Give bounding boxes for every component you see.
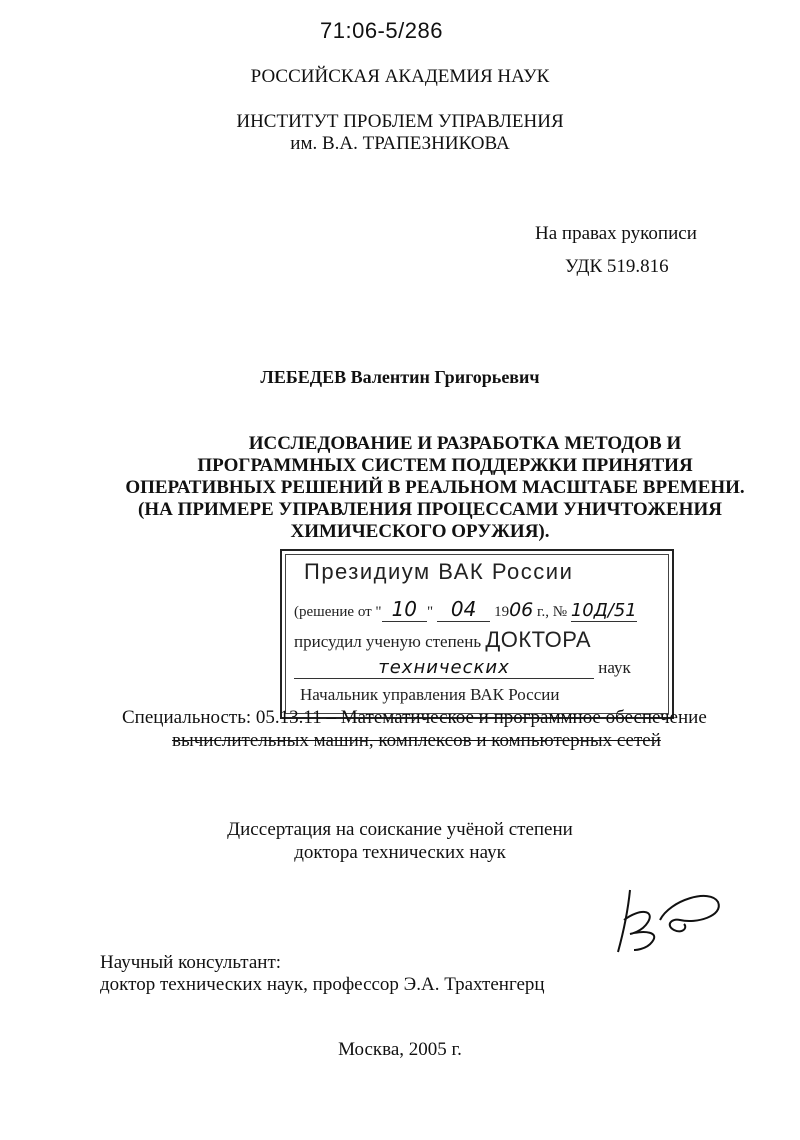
consultant-name: доктор технических наук, профессор Э.А. Трахтенгерц — [100, 974, 545, 995]
title-line: ОПЕРАТИВНЫХ РЕШЕНИЙ В РЕАЛЬНОМ МАСШТАБЕ ВРЕМЕНИ. — [125, 477, 745, 498]
title-line: (НА ПРИМЕРЕ УПРАВЛЕНИЯ ПРОЦЕССАМИ УНИЧТОЖЕНИЯ — [138, 499, 722, 520]
stamp-year-handwritten: 06 — [509, 599, 534, 621]
title-line: ПРОГРАММНЫХ СИСТЕМ ПОДДЕРЖКИ ПРИНЯТИЯ — [197, 455, 693, 476]
stamp-quote: " — [427, 604, 434, 620]
stamp-year-prefix: 19 — [494, 604, 510, 620]
stamp-number: 10Д/51 — [570, 600, 637, 621]
specialty-line2: вычислительных машин, комплексов и компьютерных сетей — [172, 730, 661, 751]
stamp-chief: Начальник управления ВАК России — [300, 685, 560, 704]
archive-number: 71:06-5/286 — [320, 18, 443, 43]
stamp-science-suffix: наук — [598, 658, 631, 677]
dissertation-title — [80, 433, 760, 543]
institute-named-after: им. В.А. ТРАПЕЗНИКОВА — [290, 133, 510, 154]
place-and-year: Москва, 2005 г. — [338, 1039, 462, 1060]
vak-stamp — [280, 549, 674, 719]
title-line: ХИМИЧЕСКОГО ОРУЖИЯ). — [290, 521, 550, 542]
stamp-degree: ДОКТОРА — [485, 627, 592, 652]
stamp-month: 04 — [437, 597, 490, 622]
stamp-science-handwritten: технических — [378, 657, 510, 678]
consultant-label: Научный консультант: — [100, 952, 282, 973]
specialty-line1: Специальность: 05.13.11 – Математическое и программное обеспечение — [122, 707, 707, 728]
stamp-year-suffix: г., № — [533, 604, 568, 620]
author-given-names: Валентин Григорьевич — [350, 367, 540, 387]
stamp-awarded-text: присудил ученую степень — [294, 632, 482, 651]
academy-name: РОССИЙСКАЯ АКАДЕМИЯ НАУК — [250, 66, 550, 87]
signature — [600, 880, 730, 960]
stamp-decision-prefix: (решение от " — [294, 604, 382, 620]
title-line: ИССЛЕДОВАНИЕ И РАЗРАБОТКА МЕТОДОВ И — [248, 433, 682, 454]
author-surname: ЛЕБЕДЕВ — [260, 367, 347, 387]
author-name — [0, 367, 800, 388]
institute-name: ИНСТИТУТ ПРОБЛЕМ УПРАВЛЕНИЯ — [236, 111, 564, 132]
stamp-science — [294, 657, 654, 679]
stamp-awarded — [294, 627, 591, 653]
stamp-day: 10 — [382, 597, 427, 622]
dissertation-degree-line2: доктора технических наук — [294, 842, 506, 863]
udk-code: УДК 519.816 — [565, 256, 669, 277]
dissertation-degree-line1: Диссертация на соискание учёной степени — [227, 819, 573, 840]
stamp-header: Президиум ВАК России — [304, 559, 574, 584]
manuscript-rights: На правах рукописи — [535, 223, 697, 244]
stamp-decision — [294, 597, 637, 621]
